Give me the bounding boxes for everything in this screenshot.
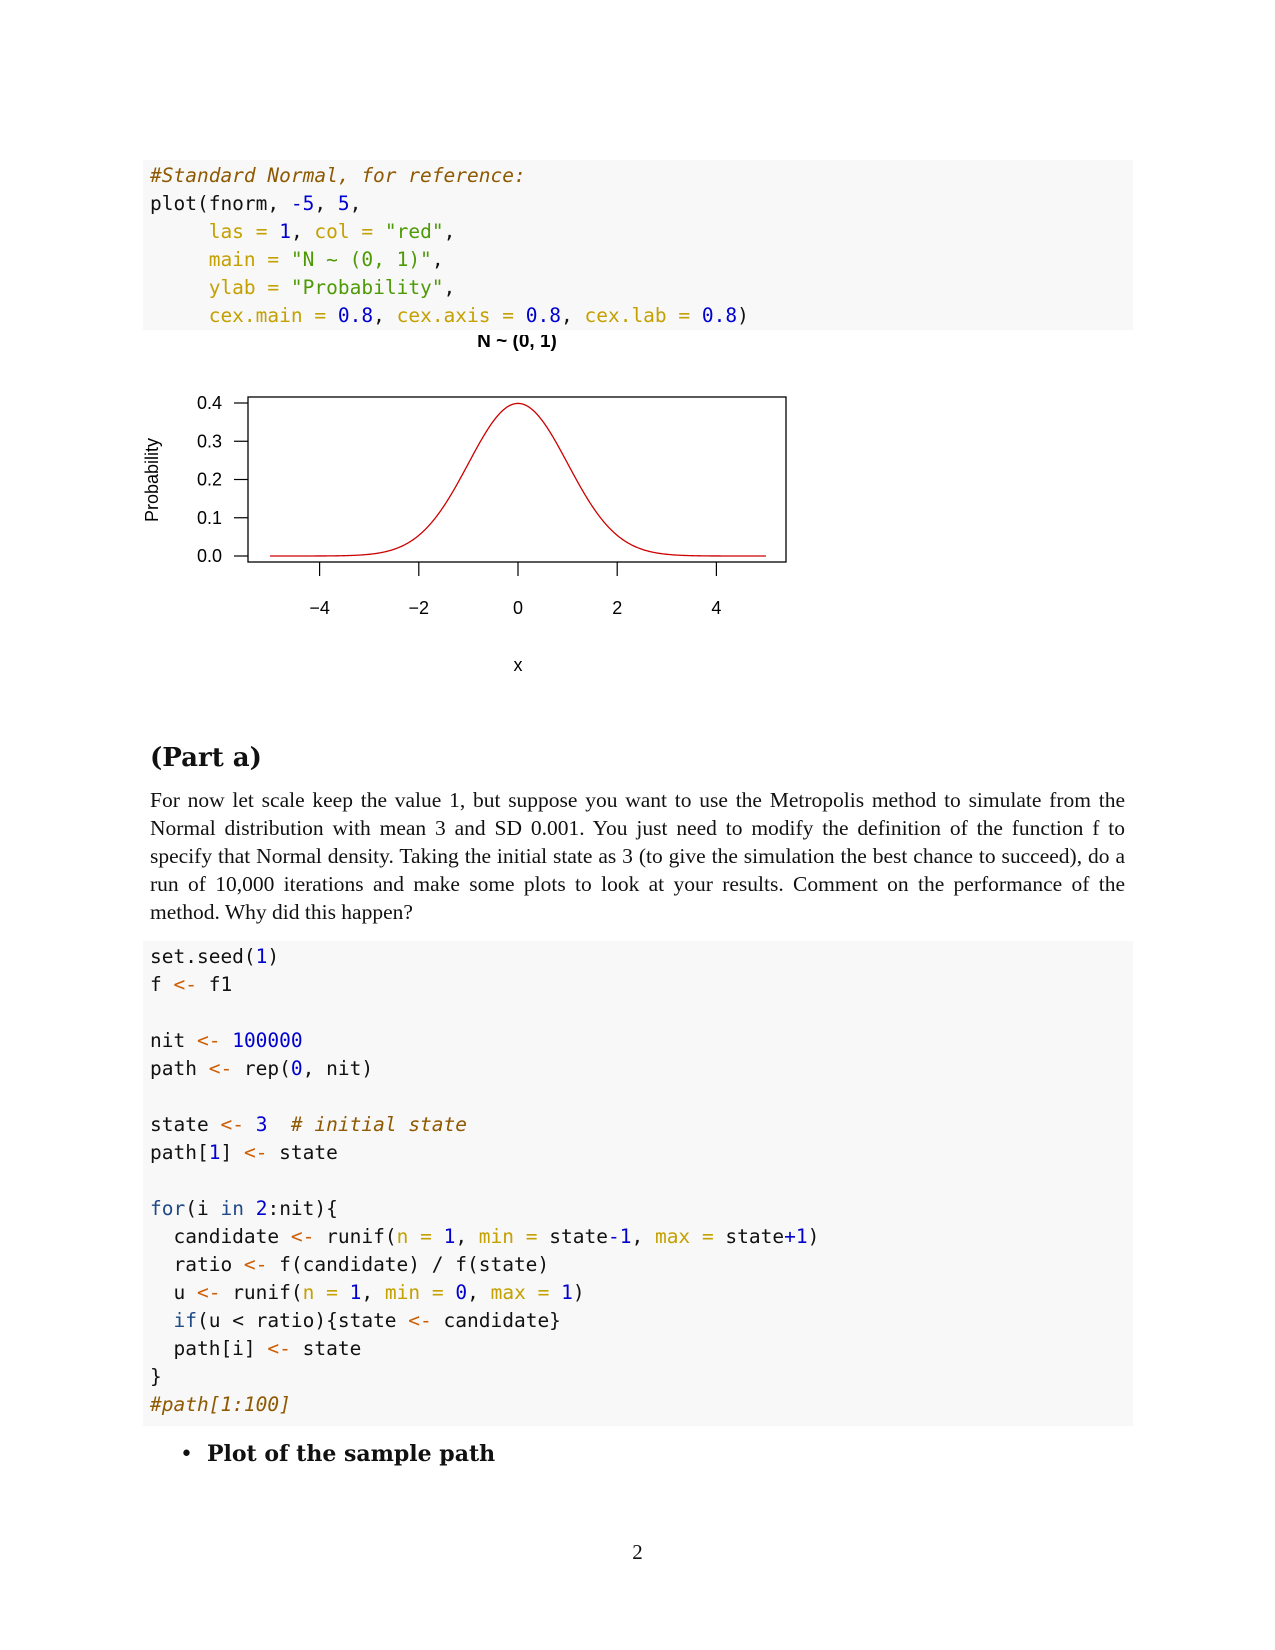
code-number: 1 — [255, 945, 268, 968]
code-token: } — [150, 1365, 162, 1388]
code-number: 0 — [455, 1281, 468, 1304]
code-keyword: for — [150, 1197, 186, 1220]
x-tick-label: 4 — [711, 598, 722, 618]
code-token: state — [150, 1113, 221, 1136]
code-number: 5 — [337, 192, 350, 215]
code-token: state — [713, 1225, 785, 1248]
normal-density-chart — [140, 335, 840, 705]
page-number: 2 — [632, 1540, 643, 1564]
code-token: plot(fnorm, — [150, 192, 291, 215]
code-token: f(candidate) / f(state) — [267, 1253, 550, 1276]
code-comment: # initial state — [290, 1113, 468, 1136]
plot-frame — [248, 397, 786, 562]
code-block-plot: #Standard Normal, for reference: plot(fnorm, -5, 5, las = 1, col = "red", main = "N ~ (0, 1)", ylab = "Probability", cex.main = 0.8, cex.axis = 0.8, cex.lab = 0.8) — [143, 160, 1133, 330]
code-comment: #Standard Normal, for reference: — [150, 164, 526, 187]
bullet-item — [180, 1441, 495, 1467]
code-arg: ylab — [208, 276, 256, 299]
code-string: "N ~ (0, 1)" — [290, 248, 432, 271]
code-token: path — [150, 1057, 209, 1080]
y-tick-label: 0.4 — [196, 393, 222, 413]
code-token: nit — [150, 1029, 197, 1052]
code-number: 0.8 — [525, 304, 561, 327]
code-arg: n — [302, 1281, 315, 1304]
code-token: :nit){ — [267, 1197, 338, 1220]
code-token: state — [290, 1337, 362, 1360]
code-number: 1 — [561, 1281, 573, 1304]
code-number: 1 — [208, 1141, 221, 1164]
code-number: -5 — [290, 192, 315, 215]
code-token: set.seed( — [150, 945, 256, 968]
code-token: candidate — [150, 1225, 291, 1248]
code-string: "Probability" — [290, 276, 444, 299]
code-number: 1 — [443, 1225, 456, 1248]
code-token: runif( — [220, 1281, 303, 1304]
bullet-text: Plot of the sample path — [206, 1441, 496, 1467]
code-keyword: if — [173, 1309, 197, 1332]
code-comment: #path[1:100] — [150, 1393, 291, 1416]
code-arg: n — [396, 1225, 409, 1248]
code-token: f — [150, 973, 174, 996]
code-arg: max — [654, 1225, 691, 1248]
code-token: ] — [220, 1141, 244, 1164]
code-token: path[ — [150, 1141, 209, 1164]
code-arg: min — [384, 1281, 421, 1304]
code-number: 0 — [290, 1057, 303, 1080]
code-arg: min — [478, 1225, 515, 1248]
x-tick-label: 0 — [512, 598, 524, 618]
x-axis — [309, 562, 721, 618]
code-token: path[i] — [150, 1337, 268, 1360]
code-number: 1 — [349, 1281, 362, 1304]
code-number: 3 — [255, 1113, 268, 1136]
y-axis-label: Probability — [142, 437, 162, 523]
code-token: ) — [807, 1225, 820, 1248]
code-number: 1 — [279, 220, 291, 243]
chart-title: N ~ (0, 1) — [477, 335, 557, 352]
code-token: candidate} — [431, 1309, 561, 1332]
code-arg: col — [314, 220, 350, 243]
code-arg: cex.main — [208, 304, 303, 327]
code-token: ratio — [150, 1253, 244, 1276]
code-arg: cex.lab — [584, 304, 667, 327]
code-token: u — [150, 1281, 197, 1304]
x-tick-label: −4 — [309, 598, 330, 618]
y-tick-label: 0.2 — [196, 469, 222, 490]
code-number: 0.8 — [337, 304, 374, 327]
code-block-metropolis: set.seed(1) f <- f1 nit <- 100000 path <- rep(0, nit) state <- 3 # initial state path[1] <- state for(i in 2:nit){ candidate <- runif(n = 1, min = state-1, max = state+1) ratio <- f(candidate) / f(state) u <- runif(n = 1, min = 0, max = 1) if(u < ratio){state <- candidate} path[i] <- state } #path[1:100] — [143, 941, 1133, 1426]
y-tick-label: 0.1 — [196, 507, 222, 528]
code-arg: max — [490, 1281, 526, 1304]
x-axis-label: x — [513, 655, 523, 675]
y-tick-label: 0.3 — [196, 431, 222, 452]
code-token: (i — [185, 1197, 221, 1220]
code-arg: cex.axis — [396, 304, 491, 327]
code-string: "red" — [384, 220, 444, 243]
code-token: , nit) — [302, 1057, 374, 1080]
code-token: state — [537, 1225, 608, 1248]
code-token: runif( — [314, 1225, 397, 1248]
code-number: 2 — [255, 1197, 268, 1220]
y-axis — [197, 393, 248, 566]
code-number: 0.8 — [701, 304, 738, 327]
x-tick-label: 2 — [612, 598, 623, 618]
x-tick-label: −2 — [408, 598, 430, 618]
part-heading: (Part a) — [150, 743, 262, 773]
code-number: 100000 — [232, 1029, 303, 1052]
bullet-dot: • — [180, 1442, 193, 1467]
density-curve — [270, 403, 766, 556]
code-arg: las — [208, 220, 244, 243]
code-token: (u < ratio){state — [196, 1309, 409, 1332]
code-keyword: in — [220, 1197, 244, 1220]
code-arg: main — [208, 248, 256, 271]
code-number: -1 — [607, 1225, 632, 1248]
code-token: rep( — [232, 1057, 291, 1080]
code-number: +1 — [784, 1225, 808, 1248]
code-token: ) — [572, 1281, 585, 1304]
code-token: state — [267, 1141, 338, 1164]
part-description: For now let scale keep the value 1, but suppose you want to use the Metropolis method to simulate from the Normal distribution with mean 3 and SD 0.001. You just need to modify the definition of the function f to specify that Normal density. Taking the initial state as 3 (to give the simulation the best chance to succeed), do a run of 10,000 iterations and make some plots to look at your results. Comment on the performance of the method. Why did this happen? — [150, 788, 1125, 924]
y-tick-label: 0.0 — [196, 546, 222, 566]
code-token: f1 — [196, 973, 233, 996]
